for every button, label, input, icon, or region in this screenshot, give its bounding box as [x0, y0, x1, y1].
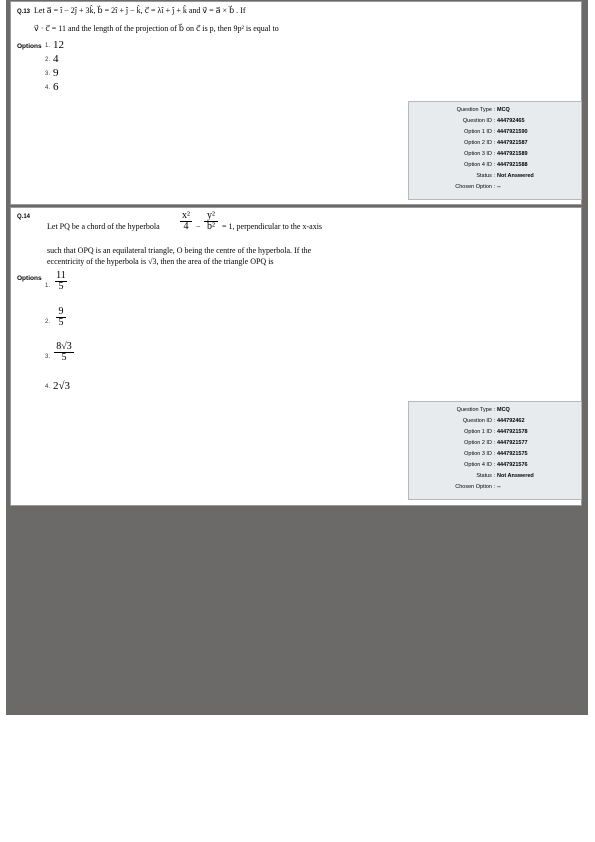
- chosen-option-value: --: [497, 484, 501, 490]
- info-value: 444792465: [497, 118, 525, 124]
- status-value: Not Answered: [497, 473, 534, 479]
- fraction-denominator: b²: [207, 221, 215, 232]
- info-value: MCQ: [497, 407, 510, 413]
- fraction-numerator: y²: [207, 210, 215, 221]
- info-value: 4447921589: [497, 151, 528, 157]
- question-13-panel: [10, 1, 582, 205]
- option-1-number: 1.: [45, 283, 51, 289]
- options-label: Options: [17, 43, 42, 50]
- info-key: Option 2 ID :: [464, 140, 495, 146]
- info-value: 4447921578: [497, 429, 528, 435]
- info-key: Question Type :: [456, 107, 495, 113]
- option-4-value[interactable]: 2√3: [53, 380, 71, 392]
- status-value: Not Answered: [497, 173, 534, 179]
- info-key: Option 4 ID :: [464, 462, 495, 468]
- info-key: Option 1 ID :: [464, 429, 495, 435]
- fraction-numerator: 11: [56, 270, 66, 281]
- info-key: Option 2 ID :: [464, 440, 495, 446]
- chosen-option-value: --: [497, 184, 501, 190]
- option-2-value[interactable]: 4: [53, 53, 59, 65]
- info-key: Option 1 ID :: [464, 129, 495, 135]
- question-text-line-3: eccentricity of the hyperbola is √3, then the area of the triangle OPQ is: [47, 257, 274, 266]
- options-label: Options: [17, 275, 42, 282]
- info-value: 4447921577: [497, 440, 528, 446]
- option-3-value[interactable]: [53, 342, 75, 363]
- option-2-value[interactable]: [53, 307, 69, 328]
- info-value: MCQ: [497, 107, 510, 113]
- info-key: Question Type :: [456, 407, 495, 413]
- info-value: 4447921587: [497, 140, 528, 146]
- info-value: 4447921576: [497, 462, 528, 468]
- hyperbola-y-fraction: [203, 211, 219, 232]
- question-info-box: [408, 101, 582, 200]
- question-info-box: [408, 401, 582, 500]
- fraction-numerator: 9: [58, 306, 64, 317]
- option-4-number: 4.: [45, 384, 51, 390]
- question-text-line-1b: = 1, perpendicular to the x-axis: [222, 222, 323, 231]
- option-1-value[interactable]: 12: [53, 39, 64, 51]
- info-value: 444792462: [497, 418, 525, 424]
- question-text-line-1: Let a⃗ = î − 2ĵ + 3k̂, b⃗ = 2î + ĵ − k̂, c⃗ = λî + ĵ + k̂ and v⃗ = a⃗ × b⃗ . If: [34, 6, 246, 15]
- fraction-denominator: 4: [183, 221, 189, 232]
- info-key: Option 4 ID :: [464, 162, 495, 168]
- info-key: Option 3 ID :: [464, 451, 495, 457]
- fraction-denominator: 5: [58, 281, 64, 292]
- fraction-numerator: 8√3: [56, 341, 72, 352]
- fraction-denominator: 5: [58, 317, 64, 328]
- question-number: Q.14: [17, 214, 31, 220]
- option-2-number: 2.: [45, 319, 51, 325]
- option-4-number: 4.: [45, 85, 51, 91]
- info-value: 4447921575: [497, 451, 528, 457]
- fraction-denominator: 5: [61, 352, 67, 363]
- question-14-panel: [10, 207, 582, 506]
- option-1-value[interactable]: [53, 271, 69, 292]
- info-key: Question ID :: [462, 418, 495, 424]
- option-2-number: 2.: [45, 57, 51, 63]
- option-3-number: 3.: [45, 71, 51, 77]
- info-key: Chosen Option :: [455, 484, 495, 490]
- fraction-numerator: x²: [182, 210, 190, 221]
- hyperbola-x-fraction: [179, 211, 193, 232]
- info-key: Chosen Option :: [455, 184, 495, 190]
- option-3-number: 3.: [45, 354, 51, 360]
- option-1-number: 1.: [45, 43, 51, 49]
- info-key: Option 3 ID :: [464, 151, 495, 157]
- question-text-line-2: v⃗ · c⃗ = 11 and the length of the projection of b⃗ on c⃗ is p, then 9p² is equal to: [34, 24, 279, 33]
- question-number: Q.13: [17, 9, 31, 15]
- info-value: 4447921590: [497, 129, 528, 135]
- minus-sign: −: [196, 222, 201, 231]
- question-text-line-2: such that OPQ is an equilateral triangle, O being the centre of the hyperbola. If the: [47, 246, 312, 255]
- question-text-line-1: Let PQ be a chord of the hyperbola: [47, 222, 160, 231]
- info-key: Status :: [476, 173, 495, 179]
- option-4-value[interactable]: 6: [53, 81, 59, 93]
- option-3-value[interactable]: 9: [53, 67, 59, 79]
- info-value: 4447921588: [497, 162, 528, 168]
- info-key: Question ID :: [462, 118, 495, 124]
- info-key: Status :: [476, 473, 495, 479]
